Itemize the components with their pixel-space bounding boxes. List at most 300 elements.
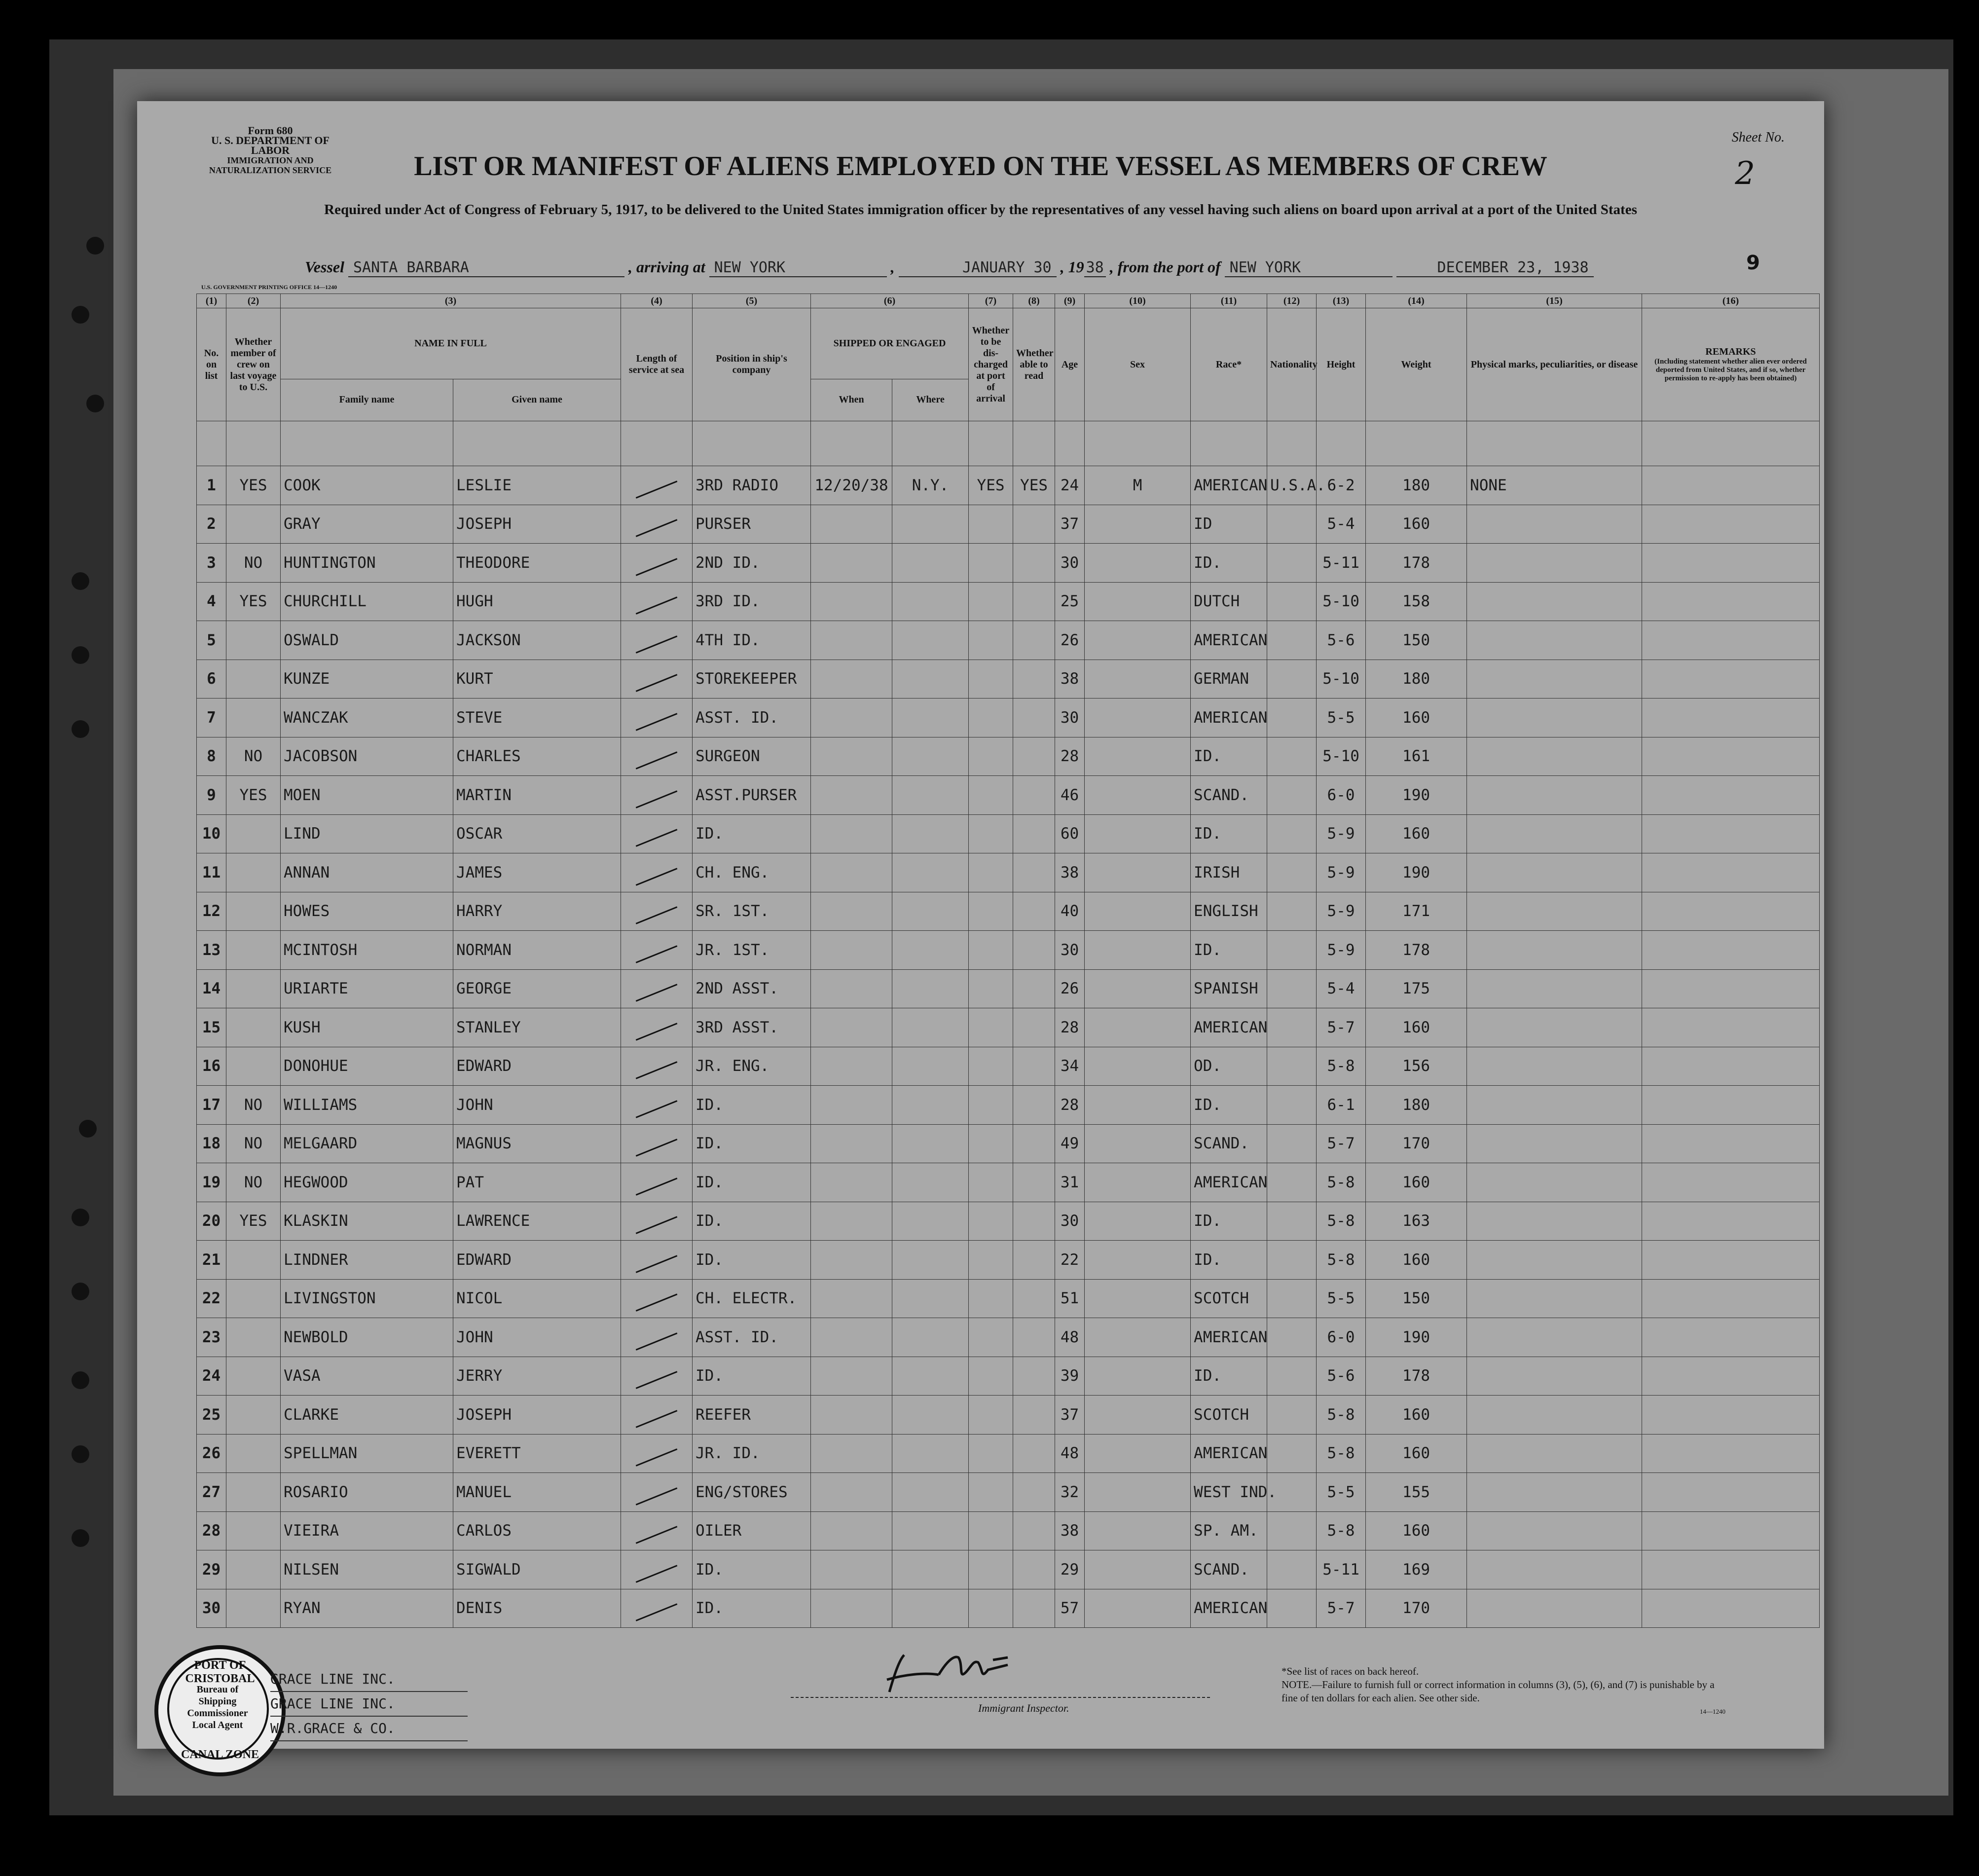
table-row: [197, 1550, 1820, 1589]
when-cell: [811, 1008, 892, 1047]
weight-cell: 160: [1366, 1008, 1467, 1047]
row-number: 18: [197, 1124, 226, 1163]
stamp-line: Shipping: [198, 1696, 237, 1707]
document-subtitle: Required under Act of Congress of February 5, 1917, to be delivered to the United States immigration officer by the representatives of any vessel having such aliens on board upon arrival at a port of the United States: [324, 202, 1637, 218]
race-cell: DUTCH: [1191, 582, 1267, 621]
race-cell: AMERICAN: [1191, 466, 1267, 505]
length-of-service-cell: [621, 544, 693, 583]
length-of-service-cell: [621, 1163, 693, 1202]
table-row: [197, 699, 1820, 737]
race-cell: GERMAN: [1191, 660, 1267, 699]
last-voyage-cell: [226, 1047, 281, 1086]
length-of-service-cell: [621, 466, 693, 505]
age-cell: 40: [1055, 892, 1085, 931]
sex-cell: [1085, 776, 1191, 815]
last-voyage-cell: [226, 505, 281, 544]
height-cell: 5-6: [1317, 621, 1366, 660]
last-voyage-cell: YES: [226, 582, 281, 621]
able-to-read-cell: [1013, 814, 1055, 853]
age-cell: 28: [1055, 737, 1085, 776]
discharged-cell: [969, 853, 1013, 892]
age-cell: 32: [1055, 1473, 1085, 1512]
length-of-service-cell: [621, 892, 693, 931]
family-name-cell: MELGAARD: [281, 1124, 453, 1163]
header-last-voyage: Whether member of crew on last voyage to U.S.: [226, 308, 281, 421]
sex-cell: [1085, 505, 1191, 544]
age-cell: 30: [1055, 699, 1085, 737]
able-to-read-cell: [1013, 1357, 1055, 1396]
family-name-cell: RYAN: [281, 1589, 453, 1628]
where-cell: [892, 1589, 969, 1628]
nationality-cell: [1267, 1008, 1317, 1047]
weight-cell: 180: [1366, 660, 1467, 699]
race-cell: SP. AM.: [1191, 1511, 1267, 1550]
where-cell: [892, 737, 969, 776]
document-title: LIST OR MANIFEST OF ALIENS EMPLOYED ON THE VESSEL AS MEMBERS OF CREW: [414, 151, 1547, 182]
able-to-read-cell: [1013, 1511, 1055, 1550]
service-tick-mark: [636, 1177, 678, 1195]
sex-cell: [1085, 1047, 1191, 1086]
remarks-cell: [1642, 505, 1820, 544]
discharged-cell: [969, 1473, 1013, 1512]
length-of-service-cell: [621, 814, 693, 853]
position-cell: 2ND ASST.: [693, 969, 811, 1008]
nationality-cell: [1267, 699, 1317, 737]
where-cell: [892, 1357, 969, 1396]
age-cell: 38: [1055, 660, 1085, 699]
col-num: (1): [197, 294, 226, 308]
stamp-bottom: CANAL ZONE: [181, 1748, 259, 1761]
age-cell: 38: [1055, 1511, 1085, 1550]
table-row: [197, 505, 1820, 544]
age-cell: 29: [1055, 1550, 1085, 1589]
race-cell: OD.: [1191, 1047, 1267, 1086]
service-tick-mark: [636, 519, 678, 537]
physical-marks-cell: [1467, 660, 1642, 699]
row-number: 5: [197, 621, 226, 660]
race-cell: ID: [1191, 505, 1267, 544]
last-voyage-cell: NO: [226, 1086, 281, 1125]
family-name-cell: DONOHUE: [281, 1047, 453, 1086]
position-cell: CH. ENG.: [693, 853, 811, 892]
discharged-cell: [969, 1086, 1013, 1125]
vessel-label: Vessel: [305, 258, 344, 276]
given-name-cell: OSCAR: [453, 814, 621, 853]
physical-marks-cell: [1467, 1473, 1642, 1512]
last-voyage-cell: NO: [226, 1124, 281, 1163]
last-voyage-cell: [226, 853, 281, 892]
where-cell: [892, 544, 969, 583]
last-voyage-cell: [226, 1511, 281, 1550]
service-tick-mark: [636, 1410, 678, 1428]
where-cell: [892, 931, 969, 970]
nationality-cell: [1267, 1396, 1317, 1435]
sheet-label: Sheet No.: [1731, 130, 1785, 145]
sex-cell: M: [1085, 466, 1191, 505]
header-shipped-or-engaged: SHIPPED OR ENGAGED: [811, 308, 969, 379]
nationality-cell: [1267, 1279, 1317, 1318]
sex-cell: [1085, 1241, 1191, 1280]
row-number: 25: [197, 1396, 226, 1435]
weight-cell: 161: [1366, 737, 1467, 776]
physical-marks-cell: [1467, 1589, 1642, 1628]
weight-cell: 158: [1366, 582, 1467, 621]
position-cell: JR. ENG.: [693, 1047, 811, 1086]
stamp-top: PORT OF CRISTOBAL: [185, 1659, 255, 1685]
sex-cell: [1085, 853, 1191, 892]
position-cell: ASST. ID.: [693, 699, 811, 737]
service-tick-mark: [636, 868, 678, 885]
when-cell: [811, 1511, 892, 1550]
header-discharged: Whether to be dis-charged at port of arrival: [969, 308, 1013, 421]
weight-cell: 155: [1366, 1473, 1467, 1512]
corner-mark: 9: [1746, 252, 1760, 274]
given-name-cell: CARLOS: [453, 1511, 621, 1550]
given-name-cell: CHARLES: [453, 737, 621, 776]
height-cell: 6-0: [1317, 776, 1366, 815]
table-row: [197, 1318, 1820, 1357]
sex-cell: [1085, 660, 1191, 699]
last-voyage-cell: [226, 1357, 281, 1396]
given-name-cell: HUGH: [453, 582, 621, 621]
weight-cell: 175: [1366, 969, 1467, 1008]
col-num: (16): [1642, 294, 1820, 308]
height-cell: 5-7: [1317, 1008, 1366, 1047]
physical-marks-cell: [1467, 1202, 1642, 1241]
race-note: *See list of races on back hereof.: [1282, 1665, 1419, 1677]
sex-cell: [1085, 1396, 1191, 1435]
family-name-cell: KUSH: [281, 1008, 453, 1047]
last-voyage-cell: [226, 814, 281, 853]
table-row: [197, 1047, 1820, 1086]
discharged-cell: YES: [969, 466, 1013, 505]
table-row: [197, 660, 1820, 699]
where-cell: [892, 1511, 969, 1550]
last-voyage-cell: YES: [226, 776, 281, 815]
discharged-cell: [969, 1047, 1013, 1086]
when-cell: [811, 1396, 892, 1435]
given-name-cell: STEVE: [453, 699, 621, 737]
height-cell: 5-10: [1317, 660, 1366, 699]
col-num: (12): [1267, 294, 1317, 308]
weight-cell: 160: [1366, 1511, 1467, 1550]
height-cell: 5-8: [1317, 1163, 1366, 1202]
given-name-cell: JAMES: [453, 853, 621, 892]
row-number: 27: [197, 1473, 226, 1512]
col-num: (8): [1013, 294, 1055, 308]
row-number: 21: [197, 1241, 226, 1280]
col-num: (9): [1055, 294, 1085, 308]
when-cell: [811, 1124, 892, 1163]
family-name-cell: WANCZAK: [281, 699, 453, 737]
when-cell: [811, 1241, 892, 1280]
table-row: [197, 1473, 1820, 1512]
able-to-read-cell: [1013, 660, 1055, 699]
height-cell: 6-2: [1317, 466, 1366, 505]
where-cell: [892, 582, 969, 621]
length-of-service-cell: [621, 1589, 693, 1628]
service-tick-mark: [636, 907, 678, 924]
remarks-cell: [1642, 1163, 1820, 1202]
table-row: [197, 892, 1820, 931]
sex-cell: [1085, 1357, 1191, 1396]
height-cell: 6-1: [1317, 1086, 1366, 1125]
given-name-cell: THEODORE: [453, 544, 621, 583]
height-cell: 5-11: [1317, 544, 1366, 583]
family-name-cell: KLASKIN: [281, 1202, 453, 1241]
stamp-line: Bureau of: [196, 1684, 239, 1695]
when-cell: [811, 1279, 892, 1318]
signature-scribble: [860, 1645, 1067, 1699]
family-name-cell: HEGWOOD: [281, 1163, 453, 1202]
service-tick-mark: [636, 1023, 678, 1040]
discharged-cell: [969, 505, 1013, 544]
length-of-service-cell: [621, 1047, 693, 1086]
family-name-cell: ROSARIO: [281, 1473, 453, 1512]
where-cell: [892, 853, 969, 892]
header-family-name: Family name: [281, 379, 453, 421]
position-cell: 2ND ID.: [693, 544, 811, 583]
table-row: [197, 737, 1820, 776]
family-name-cell: JACOBSON: [281, 737, 453, 776]
length-of-service-cell: [621, 931, 693, 970]
given-name-cell: DENIS: [453, 1589, 621, 1628]
able-to-read-cell: [1013, 776, 1055, 815]
row-number: 16: [197, 1047, 226, 1086]
able-to-read-cell: [1013, 1047, 1055, 1086]
weight-cell: 150: [1366, 621, 1467, 660]
length-of-service-cell: [621, 776, 693, 815]
discharged-cell: [969, 1279, 1013, 1318]
physical-marks-cell: [1467, 1396, 1642, 1435]
last-voyage-cell: [226, 660, 281, 699]
height-cell: 5-10: [1317, 737, 1366, 776]
position-cell: ID.: [693, 1550, 811, 1589]
physical-marks-cell: [1467, 737, 1642, 776]
remarks-cell: [1642, 969, 1820, 1008]
discharged-cell: [969, 1550, 1013, 1589]
discharged-cell: [969, 969, 1013, 1008]
header-row: [197, 308, 1820, 379]
year-prefix: , 19: [1060, 258, 1084, 276]
age-cell: 26: [1055, 969, 1085, 1008]
nationality-cell: [1267, 505, 1317, 544]
penalty-note: NOTE.—Failure to furnish full or correct information in columns (3), (5), (6), and (7) is punishable by a fine of ten dollars for each alien. See other side.: [1282, 1679, 1715, 1704]
table-row: [197, 931, 1820, 970]
when-cell: [811, 544, 892, 583]
height-cell: 5-8: [1317, 1434, 1366, 1473]
physical-marks-cell: [1467, 1357, 1642, 1396]
position-cell: ENG/STORES: [693, 1473, 811, 1512]
table-row: [197, 1163, 1820, 1202]
position-cell: JR. 1ST.: [693, 931, 811, 970]
remarks-cell: [1642, 931, 1820, 970]
family-name-cell: HOWES: [281, 892, 453, 931]
service-tick-mark: [636, 752, 678, 770]
nationality-cell: [1267, 1434, 1317, 1473]
col-num: (3): [281, 294, 621, 308]
age-cell: 57: [1055, 1589, 1085, 1628]
weight-cell: 190: [1366, 1318, 1467, 1357]
service: IMMIGRATION AND NATURALIZATION SERVICE: [209, 155, 332, 175]
given-name-cell: JOSEPH: [453, 1396, 621, 1435]
header-nationality: Nationality: [1267, 308, 1317, 421]
where-cell: [892, 1434, 969, 1473]
when-cell: [811, 814, 892, 853]
service-tick-mark: [636, 1526, 678, 1544]
height-cell: 5-9: [1317, 814, 1366, 853]
row-number: 11: [197, 853, 226, 892]
given-name-cell: LESLIE: [453, 466, 621, 505]
able-to-read-cell: [1013, 1396, 1055, 1435]
length-of-service-cell: [621, 1202, 693, 1241]
physical-marks-cell: [1467, 544, 1642, 583]
where-cell: [892, 505, 969, 544]
race-cell: AMERICAN: [1191, 699, 1267, 737]
family-name-cell: URIARTE: [281, 969, 453, 1008]
last-voyage-cell: NO: [226, 737, 281, 776]
discharged-cell: [969, 1202, 1013, 1241]
physical-marks-cell: [1467, 1086, 1642, 1125]
last-voyage-cell: [226, 1396, 281, 1435]
age-cell: 49: [1055, 1124, 1085, 1163]
service-tick-mark: [636, 1604, 678, 1621]
service-tick-mark: [636, 945, 678, 963]
weight-cell: 160: [1366, 1396, 1467, 1435]
vessel-line: Vessel SANTA BARBARA , arriving at NEW YORK , JANUARY 30 , 19 38 , from the port of NEW YORK DECEMBER 23, 1938: [305, 258, 1594, 277]
nationality-cell: [1267, 1163, 1317, 1202]
when-cell: [811, 1047, 892, 1086]
given-name-cell: MAGNUS: [453, 1124, 621, 1163]
table-row: [197, 776, 1820, 815]
when-cell: [811, 660, 892, 699]
service-tick-mark: [636, 1294, 678, 1312]
where-cell: [892, 1318, 969, 1357]
family-name-cell: LIVINGSTON: [281, 1279, 453, 1318]
table-row: [197, 853, 1820, 892]
nationality-cell: [1267, 621, 1317, 660]
where-cell: [892, 1473, 969, 1512]
row-number: 22: [197, 1279, 226, 1318]
discharged-cell: [969, 1589, 1013, 1628]
length-of-service-cell: [621, 1008, 693, 1047]
given-name-cell: NICOL: [453, 1279, 621, 1318]
header-where: Where: [892, 379, 969, 421]
col-num: (2): [226, 294, 281, 308]
age-cell: 30: [1055, 931, 1085, 970]
able-to-read-cell: [1013, 1086, 1055, 1125]
race-cell: SCAND.: [1191, 1550, 1267, 1589]
length-of-service-cell: [621, 1318, 693, 1357]
able-to-read-cell: [1013, 505, 1055, 544]
table-row: [197, 1396, 1820, 1435]
where-cell: [892, 1124, 969, 1163]
when-cell: [811, 853, 892, 892]
race-cell: IRISH: [1191, 853, 1267, 892]
col-num: (5): [693, 294, 811, 308]
department: U. S. DEPARTMENT OF LABOR: [211, 134, 330, 156]
age-cell: 48: [1055, 1434, 1085, 1473]
height-cell: 5-10: [1317, 582, 1366, 621]
col-num: (11): [1191, 294, 1267, 308]
physical-marks-cell: [1467, 1318, 1642, 1357]
able-to-read-cell: [1013, 1318, 1055, 1357]
given-name-cell: JOHN: [453, 1086, 621, 1125]
physical-marks-cell: [1467, 582, 1642, 621]
row-number: 14: [197, 969, 226, 1008]
remarks-cell: [1642, 1318, 1820, 1357]
able-to-read-cell: [1013, 582, 1055, 621]
remarks-cell: [1642, 466, 1820, 505]
race-cell: ID.: [1191, 737, 1267, 776]
row-number: 10: [197, 814, 226, 853]
physical-marks-cell: NONE: [1467, 466, 1642, 505]
when-cell: [811, 1434, 892, 1473]
row-number: 9: [197, 776, 226, 815]
remarks-cell: [1642, 621, 1820, 660]
table-row: [197, 1086, 1820, 1125]
header-age: Age: [1055, 308, 1085, 421]
given-name-cell: MARTIN: [453, 776, 621, 815]
col-num: (7): [969, 294, 1013, 308]
able-to-read-cell: YES: [1013, 466, 1055, 505]
age-cell: 48: [1055, 1318, 1085, 1357]
service-tick-mark: [636, 1371, 678, 1389]
row-number: 26: [197, 1434, 226, 1473]
header-given-name: Given name: [453, 379, 621, 421]
family-name-cell: KUNZE: [281, 660, 453, 699]
remarks-cell: [1642, 660, 1820, 699]
position-cell: 4TH ID.: [693, 621, 811, 660]
service-tick-mark: [636, 1139, 678, 1157]
given-name-cell: JOSEPH: [453, 505, 621, 544]
weight-cell: 180: [1366, 466, 1467, 505]
table-row: [197, 1511, 1820, 1550]
age-cell: 24: [1055, 466, 1085, 505]
last-voyage-cell: [226, 1008, 281, 1047]
sex-cell: [1085, 544, 1191, 583]
family-name-cell: WILLIAMS: [281, 1086, 453, 1125]
nationality-cell: [1267, 1202, 1317, 1241]
remarks-cell: [1642, 1473, 1820, 1512]
remarks-note: (Including statement whether alien ever ordered deported from United States, and if so, whether permission to re-apply has been obtained): [1654, 358, 1807, 382]
last-voyage-cell: [226, 699, 281, 737]
service-tick-mark: [636, 1332, 678, 1350]
table-row: [197, 1357, 1820, 1396]
service-tick-mark: [636, 558, 678, 576]
length-of-service-cell: [621, 699, 693, 737]
last-voyage-cell: [226, 1279, 281, 1318]
race-cell: SPANISH: [1191, 969, 1267, 1008]
header-name-in-full: NAME IN FULL: [281, 308, 621, 379]
from-port: NEW YORK: [1225, 259, 1393, 277]
given-name-cell: NORMAN: [453, 931, 621, 970]
height-cell: 5-4: [1317, 969, 1366, 1008]
row-number: 28: [197, 1511, 226, 1550]
age-cell: 25: [1055, 582, 1085, 621]
row-number: 24: [197, 1357, 226, 1396]
given-name-cell: EVERETT: [453, 1434, 621, 1473]
last-voyage-cell: [226, 621, 281, 660]
race-cell: AMERICAN: [1191, 1434, 1267, 1473]
table-row: [197, 1589, 1820, 1628]
service-tick-mark: [636, 597, 678, 615]
discharged-cell: [969, 1008, 1013, 1047]
discharged-cell: [969, 1396, 1013, 1435]
discharged-cell: [969, 1434, 1013, 1473]
footer-notes: [1282, 1665, 1725, 1718]
weight-cell: 160: [1366, 699, 1467, 737]
